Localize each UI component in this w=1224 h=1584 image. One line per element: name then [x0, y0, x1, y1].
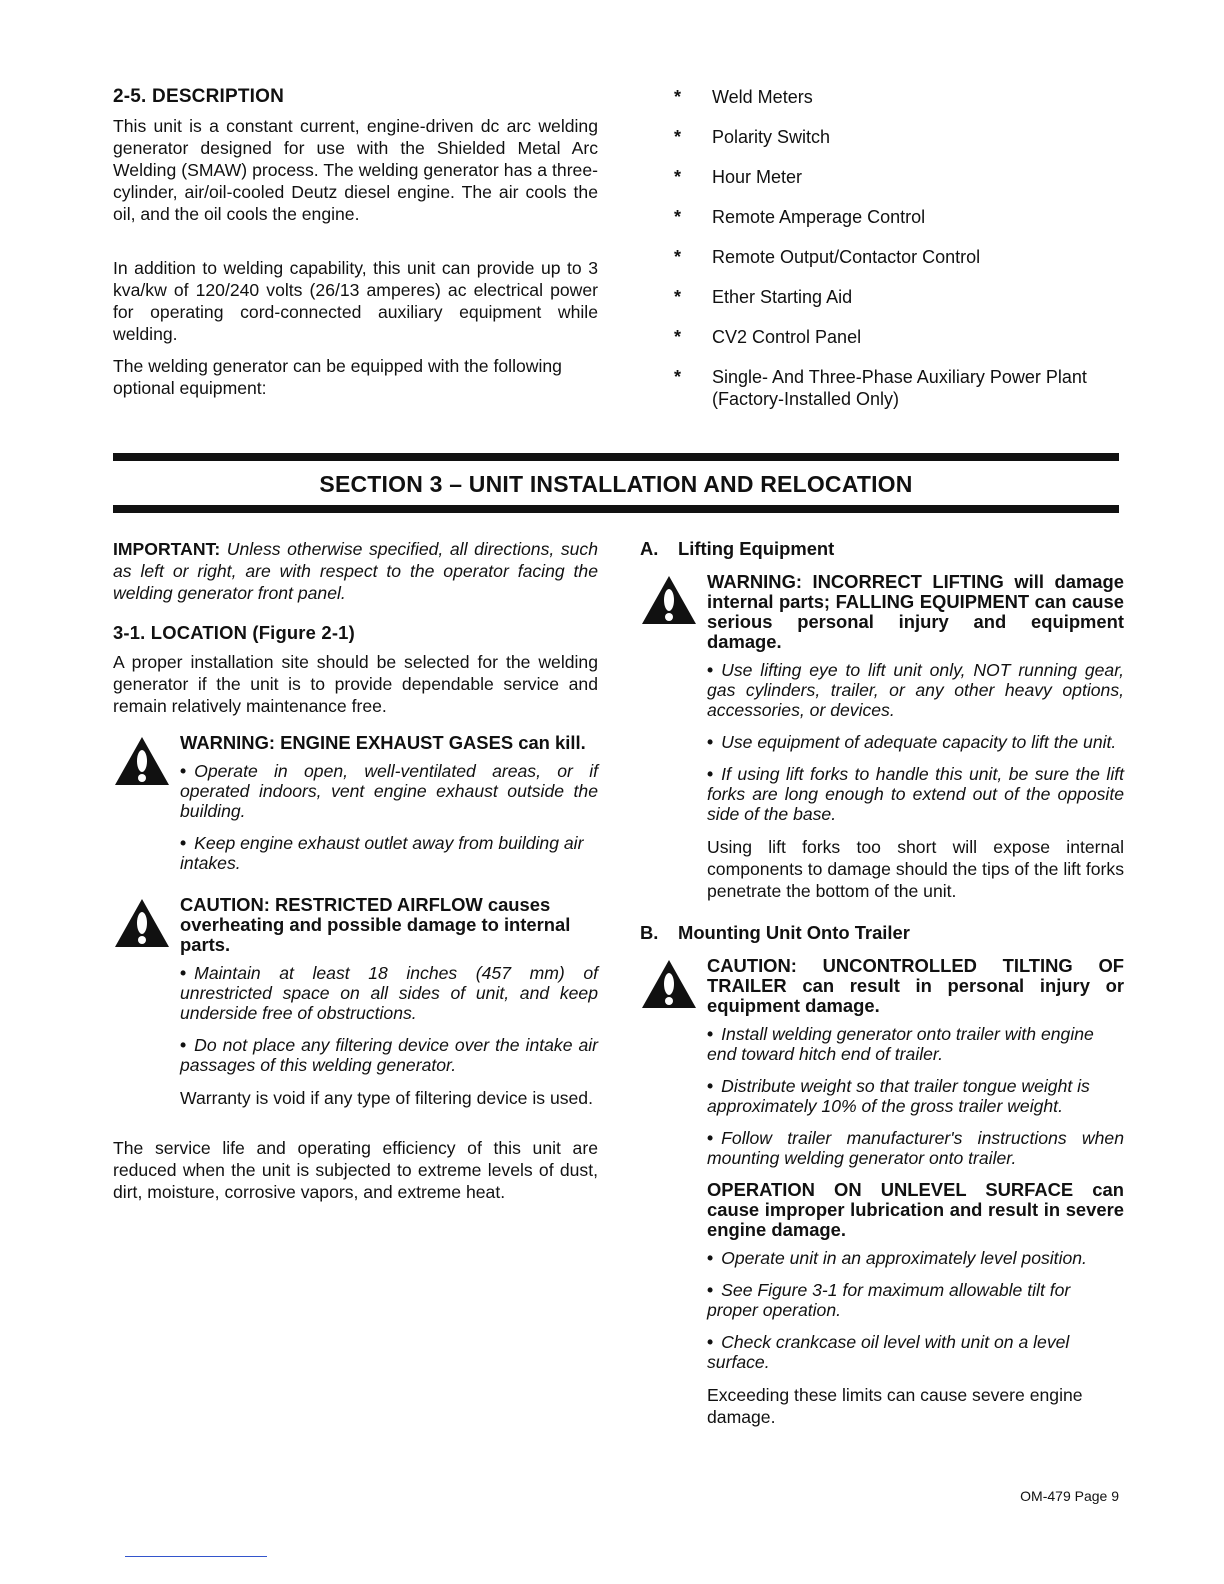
- location-heading: 3-1. LOCATION (Figure 2-1): [113, 622, 355, 643]
- divider: [125, 1556, 267, 1557]
- location-column: [113, 538, 598, 1203]
- trailer-bullet: • Install welding generator onto trailer with engine end toward hitch end of trailer.: [707, 1024, 1094, 1064]
- list-item: * Hour Meter: [674, 167, 803, 187]
- trailer-caution-block: [640, 956, 1124, 1428]
- description-column: [113, 86, 598, 409]
- unlevel-bullet: • See Figure 3-1 for maximum allowable tilt for proper operation.: [707, 1280, 1071, 1320]
- lifting-note: Using lift forks too short will expose internal components to damage should the tips of the lift forks penetrate the bottom of the unit.: [707, 837, 1124, 901]
- bullet-star-icon: *: [674, 87, 682, 107]
- section-rule-top: [113, 453, 1119, 461]
- lifting-warning-heading: WARNING: INCORRECT LIFTING will damage internal parts; FALLING EQUIPMENT can cause serious personal injury and equipment damage.: [707, 571, 1124, 652]
- lifting-letter: A.: [640, 538, 659, 559]
- lifting-bullet: • Use lifting eye to lift unit only, NOT running gear, gas cylinders, trailer, or any other heavy options, accessories, or devices.: [707, 660, 1124, 720]
- description-paragraph-2: In addition to welding capability, this unit can provide up to 3 kva/kw of 120/240 volts (26/13 amperes) ac electrical power for operating cord-connected auxiliary equipment while welding.: [113, 258, 598, 344]
- trailer-heading: B. Mounting Unit Onto Trailer: [640, 922, 910, 943]
- caution-icon: [113, 897, 171, 949]
- section-title: SECTION 3 – UNIT INSTALLATION AND RELOCATION: [319, 471, 913, 497]
- trailer-letter: B.: [640, 922, 659, 943]
- optional-equipment-list: [674, 86, 1129, 410]
- bullet-star-icon: *: [674, 287, 682, 307]
- exhaust-bullet: • Keep engine exhaust outlet away from building air intakes.: [180, 833, 584, 873]
- warning-icon: [113, 735, 171, 787]
- trailer-caution-heading: CAUTION: UNCONTROLLED TILTING OF TRAILER can result in personal injury or equipment damage.: [707, 955, 1124, 1016]
- trailer-bullet: • Follow trailer manufacturer's instructions when mounting welding generator onto trailer.: [707, 1128, 1124, 1168]
- important-note: [113, 538, 598, 604]
- list-item: * Ether Starting Aid: [674, 287, 853, 307]
- airflow-caution-block: [113, 895, 598, 1109]
- exhaust-bullet: • Operate in open, well-ventilated areas, or if operated indoors, vent engine exhaust outside the building.: [180, 761, 598, 821]
- warning-icon: [640, 574, 698, 626]
- trailer-bullet: • Distribute weight so that trailer tongue weight is approximately 10% of the gross trailer weight.: [707, 1076, 1090, 1116]
- description-paragraph-1: This unit is a constant current, engine-driven dc arc welding generator designed for use with the Shielded Metal Arc Welding (SMAW) process. The welding generator has a three-cylinder, air/oil-cooled Deutz diesel engine. The air cools the oil, and the oil cools the engine.: [113, 116, 598, 224]
- bullet-star-icon: *: [674, 167, 682, 187]
- bullet-star-icon: *: [674, 247, 682, 267]
- unlevel-bullet: • Check crankcase oil level with unit on a level surface.: [707, 1332, 1070, 1372]
- airflow-bullet: • Do not place any filtering device over the intake air passages of this welding generator.: [180, 1035, 598, 1075]
- optional-equipment-list-column: [674, 86, 1129, 428]
- location-closing: The service life and operating efficiency of this unit are reduced when the unit is subjected to extreme levels of dust, dirt, moisture, corrosive vapors, and extreme heat.: [113, 1138, 598, 1202]
- location-intro: A proper installation site should be selected for the welding generator if the unit is to provide dependable service and remain relatively maintenance free.: [113, 652, 598, 716]
- lifting-bullet: • If using lift forks to handle this unit, be sure the lift forks are long enough to extend out of the opposite side of the base.: [707, 764, 1124, 824]
- exhaust-warning-block: [113, 733, 598, 873]
- important-text: Unless otherwise specified, all directions, such as left or right, are with respect to the operator facing the welding generator front panel.: [113, 539, 598, 603]
- airflow-bullet: • Maintain at least 18 inches (457 mm) of unrestricted space on all sides of unit, and keep underside free of obstructions.: [180, 963, 598, 1023]
- bullet-star-icon: *: [674, 207, 682, 227]
- unlevel-surface-heading: OPERATION ON UNLEVEL SURFACE can cause improper lubrication and result in severe engine damage.: [707, 1179, 1124, 1240]
- list-item: * Remote Amperage Control: [674, 207, 926, 227]
- airflow-caution-heading: CAUTION: RESTRICTED AIRFLOW causes overheating and possible damage to internal parts.: [180, 894, 571, 955]
- page-footer: OM-479 Page 9: [1020, 1488, 1119, 1504]
- list-item: * Weld Meters: [674, 87, 813, 107]
- list-item: * Remote Output/Contactor Control: [674, 247, 981, 267]
- trailer-closing: Exceeding these limits can cause severe engine damage.: [707, 1385, 1083, 1427]
- list-item: * CV2 Control Panel: [674, 327, 862, 347]
- caution-icon: [640, 958, 698, 1010]
- warranty-note: Warranty is void if any type of filtering device is used.: [180, 1088, 593, 1108]
- unlevel-bullet: • Operate unit in an approximately level position.: [707, 1248, 1087, 1268]
- description-heading: 2-5. DESCRIPTION: [113, 86, 285, 107]
- bullet-star-icon: *: [674, 367, 682, 387]
- exhaust-warning-heading: WARNING: ENGINE EXHAUST GASES can kill.: [180, 732, 586, 753]
- description-paragraph-3: The welding generator can be equipped with the following optional equipment:: [113, 356, 562, 398]
- lifting-heading: A. Lifting Equipment: [640, 538, 835, 559]
- lifting-warning-block: [640, 572, 1124, 902]
- bullet-star-icon: *: [674, 327, 682, 347]
- list-item: * Polarity Switch: [674, 127, 831, 147]
- list-item: * Single- And Three-Phase Auxiliary Power Plant (Factory-Installed Only): [674, 367, 1087, 409]
- lifting-bullet: • Use equipment of adequate capacity to lift the unit.: [707, 732, 1117, 752]
- section-rule-bottom: [113, 505, 1119, 513]
- lifting-trailer-column: [640, 538, 1124, 1438]
- bullet-star-icon: *: [674, 127, 682, 147]
- important-label: IMPORTANT:: [113, 539, 221, 559]
